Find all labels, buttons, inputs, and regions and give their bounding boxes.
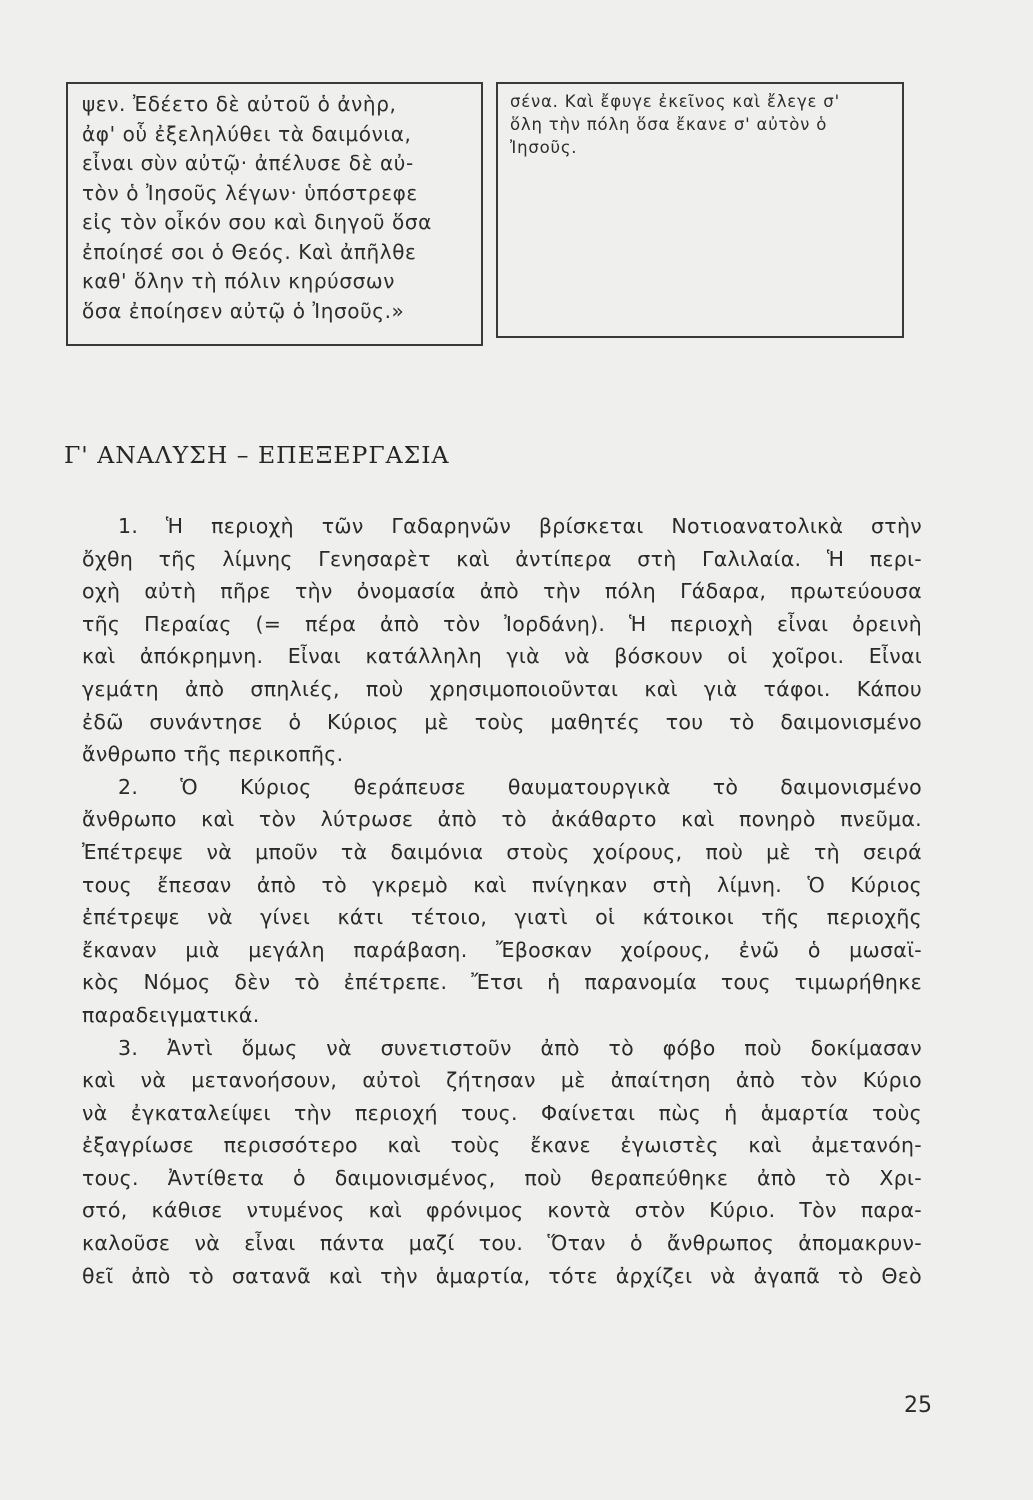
page-number: 25: [904, 1393, 932, 1418]
text-line: καὶ ἀπόκρημνη. Εἶναι κατάλληλη γιὰ νὰ βόσκουν οἱ χοῖροι. Εἶναι: [82, 644, 922, 669]
text-line: τῆς Περαίας (= πέρα ἀπὸ τὸν Ἰορδάνη). Ἡ περιοχὴ εἶναι ὀρεινὴ: [82, 611, 922, 636]
quote-left-line: ψεν. Ἐδέετο δὲ αὐτοῦ ὁ ἀνὴρ,: [82, 92, 397, 116]
translation-right-line: Ἰησοῦς.: [510, 138, 578, 157]
paragraph-2-start: 2. Ὁ Κύριος θεράπευσε θαυματουργικὰ τὸ δαιμονισμένο: [118, 774, 922, 799]
quote-left-line: καθ' ὅλην τὴ πόλιν κηρύσσων: [82, 269, 396, 293]
quote-left-line: ἀφ' οὗ ἐξεληλύθει τὰ δαιμόνια,: [82, 121, 412, 146]
text-line: ἐπέτρεψε νὰ γίνει κάτι τέτοιο, γιατὶ οἱ κάτοικοι τῆς περιοχῆς: [82, 905, 922, 930]
quote-box-left: [66, 82, 483, 346]
text-line: γεμάτη ἀπὸ σπηλιές, ποὺ χρησιμοποιοῦνται καὶ γιὰ τάφοι. Κάπου: [82, 676, 922, 701]
text-line: ἐδῶ συνάντησε ὁ Κύριος μὲ τοὺς μαθητές του τὸ δαιμονισμένο: [82, 709, 922, 734]
section-heading: Γ' ΑΝΑΛΥΣΗ – ΕΠΕΞΕΡΓΑΣΙΑ: [64, 441, 450, 469]
quote-left-line: εἶναι σὺν αὐτῷ· ἀπέλυσε δὲ αὐ-: [82, 151, 414, 175]
text-line: νὰ ἐγκαταλείψει τὴν περιοχή τους. Φαίνεται πὼς ἡ ἁμαρτία τοὺς: [82, 1100, 922, 1125]
text-line: Ἐπέτρεψε νὰ μποῦν τὰ δαιμόνια στοὺς χοίρους, ποὺ μὲ τὴ σειρά: [82, 839, 922, 864]
paragraph-1-end: ἄνθρωπο τῆς περικοπῆς.: [82, 742, 344, 767]
translation-right-line: σένα. Καὶ ἔφυγε ἐκεῖνος καὶ ἔλεγε σ': [510, 92, 840, 111]
text-line: τους ἔπεσαν ἀπὸ τὸ γκρεμὸ καὶ πνίγηκαν στὴ λίμνη. Ὁ Κύριος: [82, 872, 922, 897]
text-line: ἄνθρωπο καὶ τὸν λύτρωσε ἀπὸ τὸ ἀκάθαρτο καὶ πονηρὸ πνεῦμα.: [82, 807, 922, 832]
text-line: ὄχθη τῆς λίμνης Γενησαρὲτ καὶ ἀντίπερα στὴ Γαλιλαία. Ἡ περι-: [82, 546, 922, 571]
text-line: ἐξαγρίωσε περισσότερο καὶ τοὺς ἔκανε ἐγωιστὲς καὶ ἀμετανόη-: [82, 1133, 922, 1158]
quote-left-line: εἰς τὸν οἶκόν σου καὶ διηγοῦ ὅσα: [82, 210, 432, 234]
quote-left-line: τὸν ὁ Ἰησοῦς λέγων· ὑπόστρεφε: [82, 180, 418, 205]
text-line: στό, κάθισε ντυμένος καὶ φρόνιμος κοντὰ στὸν Κύριο. Τὸν παρα-: [82, 1198, 922, 1223]
paragraph-3-start: 3. Ἀντὶ ὅμως νὰ συνετιστοῦν ἀπὸ τὸ φόβο ποὺ δοκίμασαν: [118, 1035, 922, 1060]
text-line: κὸς Νόμος δὲν τὸ ἐπέτρεπε. Ἔτσι ἡ παρανομία τους τιμωρήθηκε: [82, 970, 922, 995]
text-line: καὶ νὰ μετανοήσουν, αὐτοὶ ζήτησαν μὲ ἀπαίτηση ἀπὸ τὸν Κύριο: [82, 1068, 922, 1093]
text-line: οχὴ αὐτὴ πῆρε τὴν ὀνομασία ἀπὸ τὴν πόλη Γάδαρα, πρωτεύουσα: [82, 579, 922, 604]
paragraph-2-end: παραδειγματικά.: [82, 1002, 260, 1027]
translation-box-right: [496, 82, 904, 338]
paragraph-1-start: 1. Ἡ περιοχὴ τῶν Γαδαρηνῶν βρίσκεται Νοτιοανατολικὰ στὴν: [118, 514, 922, 538]
body-text: [82, 510, 922, 1292]
text-line: τους. Ἀντίθετα ὁ δαιμονισμένος, ποὺ θεραπεύθηκε ἀπὸ τὸ Χρι-: [82, 1165, 922, 1190]
text-line: καλοῦσε νὰ εἶναι πάντα μαζί του. Ὅταν ὁ ἄνθρωπος ἀπομακρυν-: [82, 1231, 922, 1256]
quote-left-line: ἐποίησέ σοι ὁ Θεός. Καὶ ἀπῆλθε: [82, 239, 417, 264]
translation-right-line: ὅλη τὴν πόλη ὅσα ἔκανε σ' αὐτὸν ὁ: [510, 115, 828, 134]
text-line: ἔκαναν μιὰ μεγάλη παράβαση. Ἔβοσκαν χοίρους, ἐνῶ ὁ μωσαϊ-: [82, 937, 922, 962]
text-line: θεῖ ἀπὸ τὸ σατανᾶ καὶ τὴν ἁμαρτία, τότε ἀρχίζει νὰ ἀγαπᾶ τὸ Θεὸ: [82, 1263, 922, 1288]
quote-left-line: ὅσα ἐποίησεν αὐτῷ ὁ Ἰησοῦς.»: [82, 298, 405, 323]
